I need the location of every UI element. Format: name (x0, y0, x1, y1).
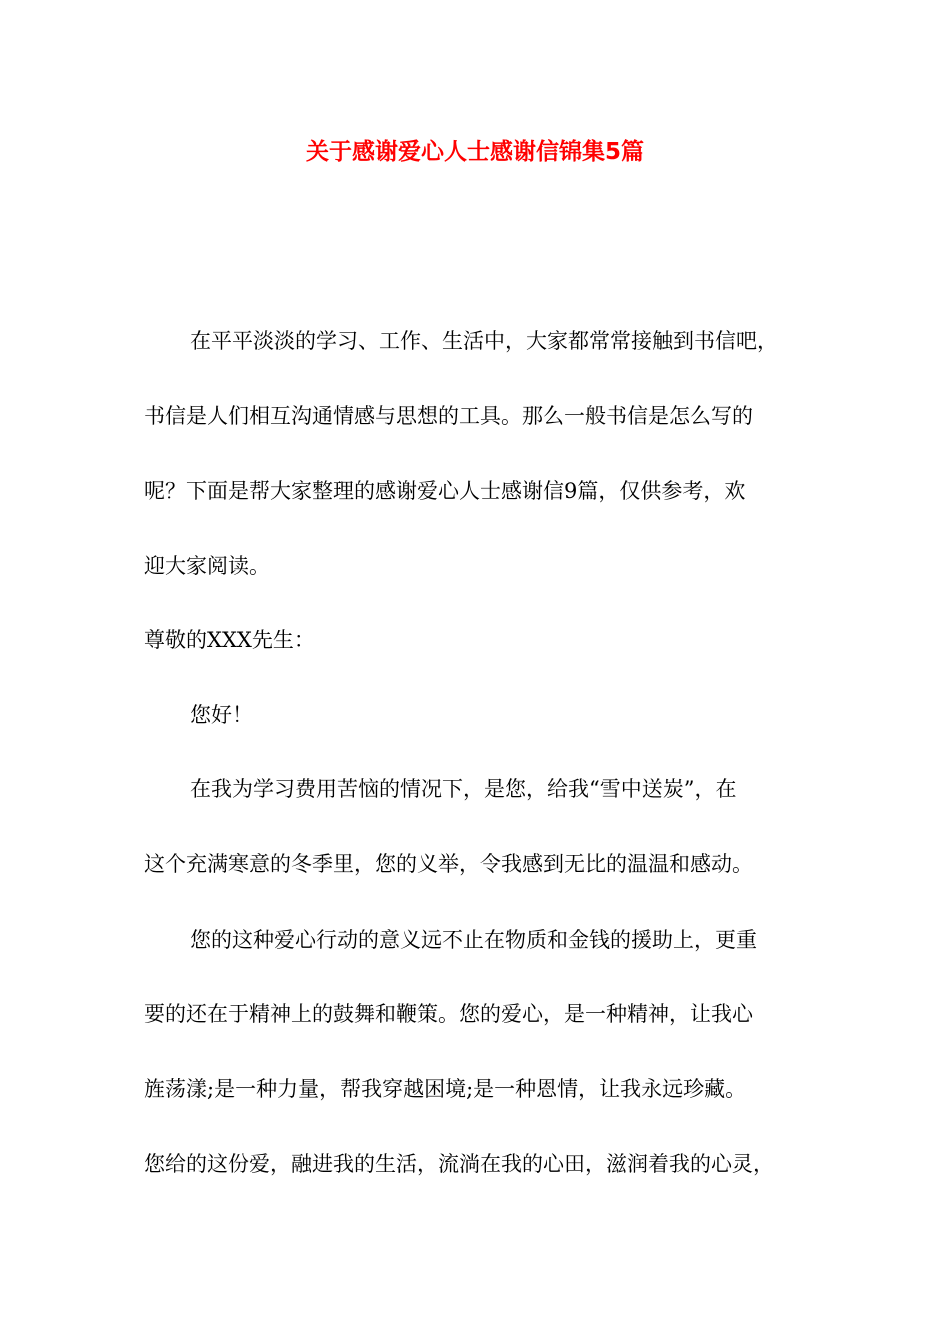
letter-paragraph-line: 您给的这份爱，融进我的生活，流淌在我的心田，滋润着我的心灵， (144, 1152, 774, 1176)
intro-paragraph-line: 迎大家阅读。 (144, 554, 270, 578)
intro-paragraph-line: 书信是人们相互沟通情感与思想的工具。那么一般书信是怎么写的 (144, 404, 753, 428)
letter-paragraph-line: 旌荡漾;是一种力量，帮我穿越困境;是一种恩情，让我永远珍藏。 (144, 1077, 747, 1101)
letter-salutation: 尊敬的XXX先生： (144, 628, 315, 652)
document-title: 关于感谢爱心人士感谢信锦集5篇 (305, 139, 644, 165)
letter-paragraph-line: 在我为学习费用苦恼的情况下，是您，给我“雪中送炭”，在 (190, 777, 737, 801)
letter-paragraph-line: 您的这种爱心行动的意义远不止在物质和金钱的援助上，更重 (190, 928, 757, 952)
letter-paragraph-line: 要的还在于精神上的鼓舞和鞭策。您的爱心，是一种精神，让我心 (144, 1002, 753, 1026)
letter-paragraph-line: 这个充满寒意的冬季里，您的义举，令我感到无比的温温和感动。 (144, 852, 753, 876)
letter-greeting: 您好！ (190, 703, 253, 727)
intro-paragraph-line: 在平平淡淡的学习、工作、生活中，大家都常常接触到书信吧， (190, 329, 778, 353)
intro-paragraph-line: 呢？下面是帮大家整理的感谢爱心人士感谢信9篇，仅供参考，欢 (144, 479, 746, 503)
